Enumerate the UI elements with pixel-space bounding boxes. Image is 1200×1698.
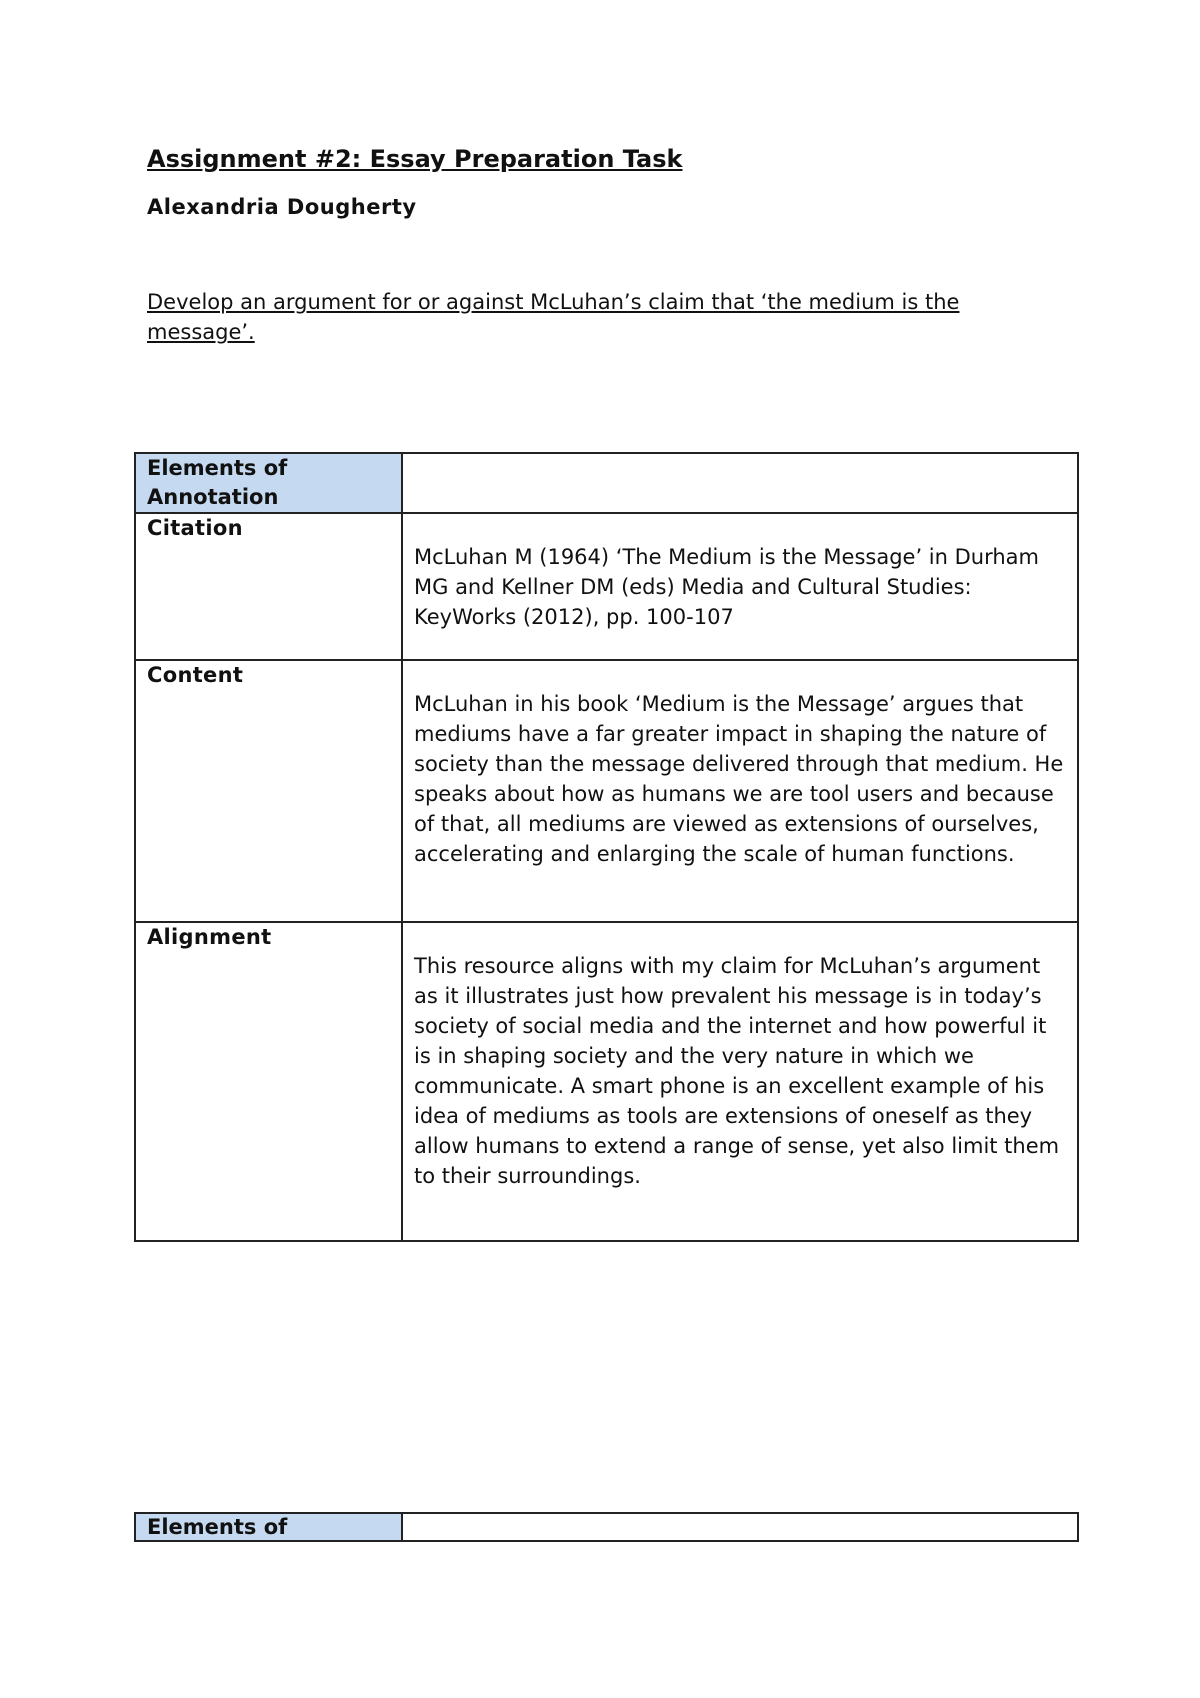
table-row-citation xyxy=(135,513,1078,660)
row-text-content: McLuhan in his book ‘Medium is the Message’ argues that mediums have a far greater impact in shaping the nature of society than the message delivered through that medium. He speaks about how as humans we are tool users and because of that, all mediums are viewed as extensions of ourselves, accelerating and enlarging the scale of human functions. xyxy=(402,660,1078,922)
annotation-table-second xyxy=(134,1512,1079,1542)
row-text-citation: McLuhan M (1964) ‘The Medium is the Message’ in Durham MG and Kellner DM (eds) Media and Cultural Studies: KeyWorks (2012), pp. 100-107 xyxy=(402,513,1078,660)
essay-prompt: Develop an argument for or against McLuhan’s claim that ‘the medium is the message’. xyxy=(147,290,960,344)
row-label-citation: Citation xyxy=(135,513,402,660)
table-header-label: Elements of xyxy=(135,1513,402,1541)
table-header-row xyxy=(135,453,1078,513)
table-row-content xyxy=(135,660,1078,922)
table-header-value xyxy=(402,453,1078,513)
annotation-table xyxy=(134,452,1079,1242)
row-label-alignment: Alignment xyxy=(135,922,402,1241)
table-header-row xyxy=(135,1513,1078,1541)
table-row-alignment xyxy=(135,922,1078,1241)
author-name: Alexandria Dougherty xyxy=(147,195,417,219)
row-text-alignment: This resource aligns with my claim for McLuhan’s argument as it illustrates just how prevalent his message is in today’s society of social media and the internet and how powerful it is in shaping society and the very nature in which we communicate. A smart phone is an excellent example of his idea of mediums as tools are extensions of oneself as they allow humans to extend a range of sense, yet also limit them to their surroundings. xyxy=(402,922,1078,1241)
document-title: Assignment #2: Essay Preparation Task xyxy=(147,145,683,173)
table-header-label: Elements of Annotation xyxy=(135,453,402,513)
table-header-value xyxy=(402,1513,1078,1541)
row-label-content: Content xyxy=(135,660,402,922)
